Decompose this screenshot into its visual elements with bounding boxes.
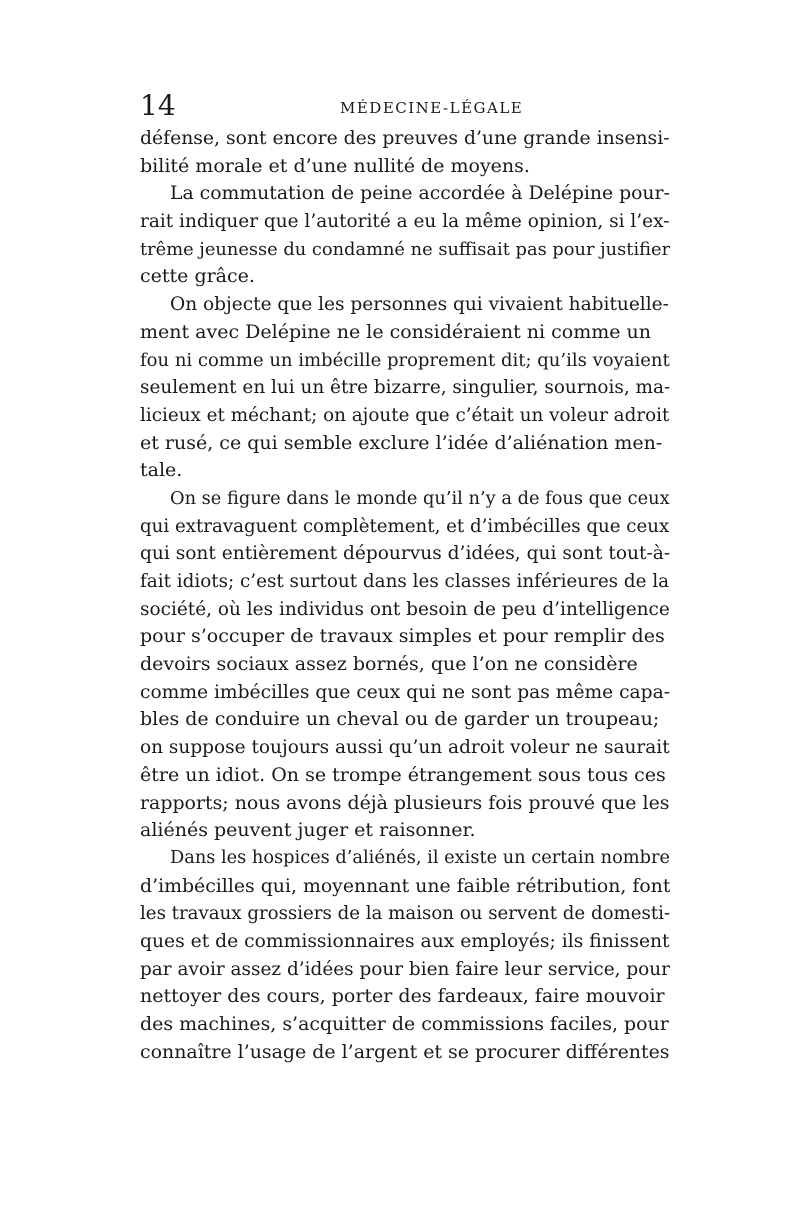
text-line: aliénés peuvent juger et raisonner.: [140, 819, 476, 842]
text-line: ques et de commissionnaires aux employés; ils finissent: [140, 930, 670, 952]
text-line: société, où les individus ont besoin de peu d’intelligence: [140, 598, 670, 620]
text-line: pour s’occuper de travaux simples et pour remplir des: [140, 625, 665, 648]
text-line: ment avec Delépine ne le considéraient ni comme un: [140, 320, 652, 343]
text-line: rapports; nous avons déjà plusieurs fois prouvé que les: [140, 791, 670, 814]
page-header: [140, 90, 670, 122]
text-line: qui extravaguent complètement, et d’imbécilles que ceux: [140, 515, 670, 537]
running-title: MÉDECINE-LÉGALE: [340, 99, 524, 117]
text-line: On se figure dans le monde qu’il n’y a de fous que ceux: [170, 487, 670, 509]
page-number: 14: [140, 89, 176, 122]
body-text: [140, 125, 670, 1066]
text-line: Dans les hospices d’aliénés, il existe un certain nombre: [170, 847, 670, 868]
text-line: d’imbécilles qui, moyennant une faible rétribution, font: [140, 874, 670, 897]
text-line: être un idiot. On se trompe étrangement sous tous ces: [140, 763, 666, 786]
text-line: nettoyer des cours, porter des fardeaux, faire mouvoir: [140, 985, 665, 1008]
text-line: on suppose toujours aussi qu’un adroit voleur ne saurait: [140, 737, 670, 759]
text-line: La commutation de peine accordée à Delépine pour-: [170, 183, 670, 205]
text-line: comme imbécilles que ceux qui ne sont pas même capa-: [140, 681, 670, 703]
text-line: connaître l’usage de l’argent et se procurer différentes: [140, 1040, 670, 1063]
text-line: devoirs sociaux assez bornés, que l’on ne considère: [140, 653, 638, 676]
text-line: trême jeunesse du condamné ne suffisait pas pour justifier: [140, 238, 670, 260]
text-line: licieux et méchant; on ajoute que c’était un voleur adroit: [140, 404, 670, 426]
text-line: des machines, s’acquitter de commissions faciles, pour: [140, 1013, 669, 1035]
text-line: fait idiots; c’est surtout dans les classes inférieures de la: [140, 571, 670, 592]
text-line: les travaux grossiers de la maison ou servent de domesti-: [140, 903, 670, 925]
text-line: fou ni comme un imbécille proprement dit; qu’ils voyaient: [140, 349, 670, 371]
text-line: On objecte que les personnes qui vivaient habituelle-: [170, 294, 669, 316]
text-line: défense, sont encore des preuves d’une grande insensi-: [140, 128, 670, 149]
text-line: tale.: [140, 459, 183, 482]
text-line: cette grâce.: [140, 265, 255, 288]
text-line: rait indiquer que l’autorité a eu la même opinion, si l’ex-: [140, 211, 670, 233]
text-line: et rusé, ce qui semble exclure l’idée d’aliénation men-: [140, 431, 663, 454]
text-line: par avoir assez d’idées pour bien faire leur service, pour: [140, 958, 670, 980]
text-line: qui sont entièrement dépourvus d’idées, qui sont tout-à-: [140, 543, 670, 565]
text-line: seulement en lui un être bizarre, singulier, sournois, ma-: [140, 377, 670, 399]
text-line: bilité morale et d’une nullité de moyens.: [140, 154, 530, 177]
text-line: bles de conduire un cheval ou de garder un troupeau;: [140, 708, 660, 731]
